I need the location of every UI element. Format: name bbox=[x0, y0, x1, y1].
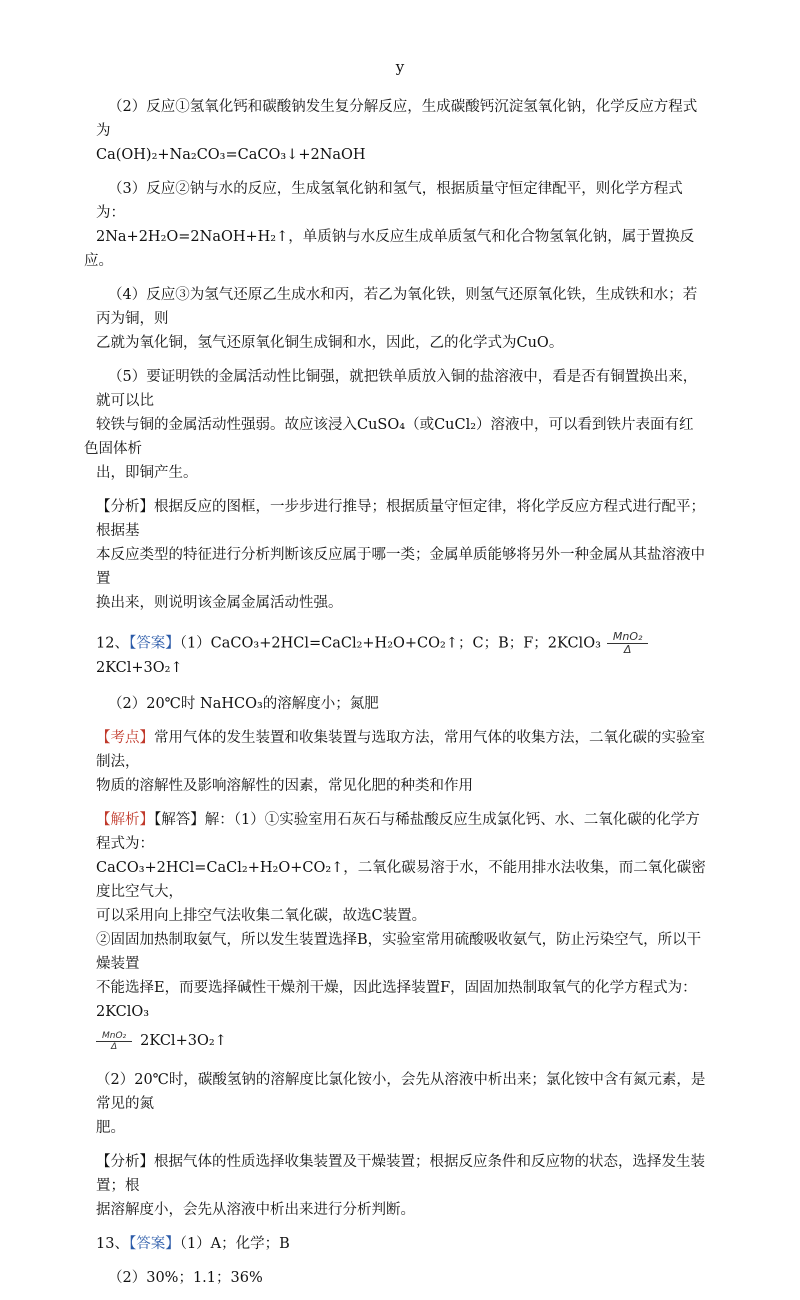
q12-jiexi-part-2-line-2: 肥。 bbox=[96, 1120, 125, 1136]
q12-reaction-condition bbox=[607, 631, 649, 656]
q12-answer-tag: 【答案】 bbox=[128, 635, 180, 652]
q13-answer-line-1 bbox=[96, 1232, 706, 1256]
q12-jiexi-line-1 bbox=[96, 808, 706, 856]
q12-jiexi-equation-tail bbox=[96, 1024, 706, 1058]
catalyst-label-2: MnO₂ bbox=[102, 1030, 127, 1041]
q13-number: 13、 bbox=[96, 1236, 129, 1252]
q12-jiexi-line-4: ②固固加热制取氨气，所以发生装置选择B，实验室常用硫酸吸收氨气，防止污染空气，所以干燥装置 bbox=[96, 932, 702, 972]
q11-part-4-line-1: （4）反应③为氢气还原乙生成水和丙，若乙为氧化铁，则氢气还原氧化铁，生成铁和水；若丙为铜，则 bbox=[96, 287, 698, 327]
q11-part-5-line-2: 较铁与铜的金属活动性强弱。故应该浸入CuSO₄（或CuCl₂）溶液中，可以看到铁片表面有红色固体析 bbox=[84, 417, 694, 457]
q13-answer-2: （2）30%；1.1；36% bbox=[108, 1270, 263, 1286]
q12-answer bbox=[96, 631, 706, 680]
q12-jiexi-line-3: 可以采用向上排空气法收集二氧化碳，故选C装置。 bbox=[96, 908, 427, 924]
q13-answer-tag: 【答案】 bbox=[128, 1236, 180, 1252]
q11-analysis-line-1: 【分析】根据反应的图框，一步步进行推导；根据质量守恒定律，将化学反应方程式进行配平；根据基 bbox=[96, 499, 705, 539]
jiexi-text-1: 【解答】解：（1）①实验室用石灰石与稀盐酸反应生成氯化钙、水、二氧化碳的化学方程式为： bbox=[96, 812, 700, 852]
q11-part-5-line-1: （5）要证明铁的金属活动性比铜强，就把铁单质放入铜的盐溶液中，看是否有铜置换出来，就可以比 bbox=[96, 369, 698, 409]
q11-part-5 bbox=[84, 365, 706, 485]
heat-symbol-2: Δ bbox=[96, 1041, 132, 1052]
q12-kaodian-line-2: 物质的溶解性及影响溶解性的因素，常见化肥的种类和作用 bbox=[96, 778, 473, 794]
catalyst-label: MnO₂ bbox=[612, 630, 643, 643]
q12-jiexi-line-5: 不能选择E，而要选择碱性干燥剂干燥，因此选择装置F，固固加热制取氧气的化学方程式为：2KClO₃ bbox=[96, 980, 697, 1020]
q11-part-3-line-2: 2Na+2H₂O=2NaOH+H₂↑，单质钠与水反应生成单质氢气和化合物氢氧化钠，属于置换反应。 bbox=[84, 229, 695, 269]
q12-jiexi-reaction-condition bbox=[96, 1031, 132, 1052]
kaodian-tag: 【考点】 bbox=[96, 730, 154, 746]
q13-answer bbox=[96, 1232, 706, 1256]
q12-kaodian-line-1 bbox=[96, 726, 706, 774]
q12-jiexi bbox=[96, 808, 706, 1058]
q11-part-3-line-1: （3）反应②钠与水的反应，生成氢氧化钠和氢气，根据质量守恒定律配平，则化学方程式为： bbox=[96, 181, 683, 221]
q11-part-3 bbox=[84, 177, 706, 273]
q12-jiexi-part-2 bbox=[96, 1068, 706, 1140]
q12-number: 12、 bbox=[96, 635, 129, 652]
q11-part-4 bbox=[96, 283, 706, 355]
q12-answer-1: （1）CaCO₃+2HCl=CaCl₂+H₂O+CO₂↑；C；B；F；2KClO₃ bbox=[179, 635, 601, 652]
q11-part-2 bbox=[96, 95, 706, 167]
document-body bbox=[84, 95, 706, 1300]
q12-answer-2: （2）20℃时 NaHCO₃的溶解度小；氮肥 bbox=[108, 696, 379, 712]
q12-analysis-line-2: 据溶解度小，会先从溶液中析出来进行分析判断。 bbox=[96, 1202, 415, 1218]
q12-analysis-line-1: 【分析】根据气体的性质选择收集装置及干燥装置；根据反应条件和反应物的状态，选择发生装置；根 bbox=[96, 1154, 705, 1194]
heat-symbol: Δ bbox=[607, 643, 649, 656]
q11-analysis bbox=[96, 495, 706, 615]
q11-part-2-equation: Ca(OH)₂+Na₂CO₃=CaCO₃↓+2NaOH bbox=[96, 147, 366, 163]
q12-analysis bbox=[96, 1150, 706, 1222]
q11-analysis-line-2: 本反应类型的特征进行分析判断该反应属于哪一类；金属单质能够将另外一种金属从其盐溶液中置 bbox=[96, 547, 705, 587]
q11-part-5-line-3: 出，即铜产生。 bbox=[96, 465, 198, 481]
q12-answer-1-products: 2KCl+3O₂↑ bbox=[96, 660, 183, 676]
q11-analysis-line-3: 换出来，则说明该金属金属活动性强。 bbox=[96, 595, 343, 611]
q11-part-4-line-2: 乙就为氧化铜，氢气还原氧化铜生成铜和水，因此，乙的化学式为CuO。 bbox=[96, 335, 564, 351]
kaodian-text-1: 常用气体的发生装置和收集装置与选取方法，常用气体的收集方法，二氧化碳的实验室制法， bbox=[96, 730, 705, 770]
q12-jiexi-line-2: CaCO₃+2HCl=CaCl₂+H₂O+CO₂↑，二氧化碳易溶于水，不能用排水法收集，而二氧化碳密度比空气大， bbox=[96, 860, 706, 900]
q11-part-2-line-1: （2）反应①氢氧化钙和碳酸钠发生复分解反应，生成碳酸钙沉淀氢氧化钠，化学反应方程式为 bbox=[96, 99, 698, 139]
jiexi-tag: 【解析】 bbox=[96, 812, 154, 828]
q12-jiexi-part-2-line-1: （2）20℃时，碳酸氢钠的溶解度比氯化铵小，会先从溶液中析出来；氯化铵中含有氮元素，是常见的氮 bbox=[96, 1072, 706, 1112]
q12-answer-line bbox=[96, 631, 706, 680]
page-marker: y bbox=[395, 58, 405, 76]
q13-answer-1: （1）A；化学；B bbox=[179, 1236, 290, 1252]
q12-kaodian bbox=[96, 726, 706, 798]
jiexi-products: 2KCl+3O₂↑ bbox=[140, 1033, 227, 1049]
